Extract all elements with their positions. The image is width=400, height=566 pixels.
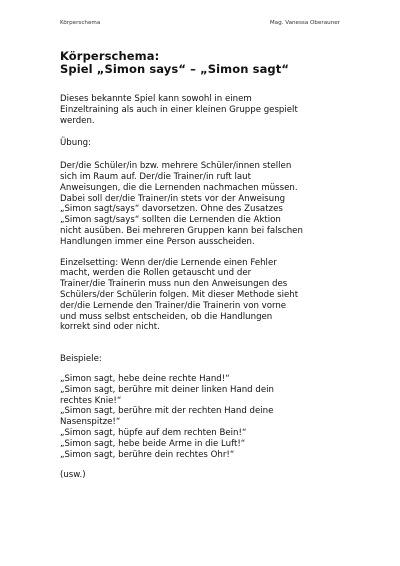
example-line: „Simon sagt, berühre dein rechtes Ohr!“ xyxy=(60,449,235,460)
text-line: „Simon sagt/says“ sollten die Lernenden die Aktion xyxy=(60,215,281,226)
text-line: „Simon sagt/says“ davorsetzen. Ohne des Zusatzes xyxy=(60,204,283,215)
text-line: korrekt sind oder nicht. xyxy=(60,322,160,333)
examples-list xyxy=(60,374,350,460)
header-left: Körperschema xyxy=(60,20,101,26)
text-line: Trainer/die Trainerin muss nun den Anweisungen des xyxy=(60,279,288,290)
einzelsetting-paragraph xyxy=(60,258,350,334)
intro-paragraph xyxy=(60,94,350,126)
title-line: Körperschema: xyxy=(60,49,160,63)
text-line: Dabei soll der/die Trainer/in stets vor der Anweisung xyxy=(60,193,286,204)
page-title xyxy=(60,50,350,76)
text-line: nicht ausüben. Bei mehreren Gruppen kann bei falschen xyxy=(60,225,303,236)
beispiele-heading: Beispiele: xyxy=(60,354,102,365)
example-line: „Simon sagt, hüpfe auf dem rechten Bein!“ xyxy=(60,427,247,438)
page-header xyxy=(60,20,340,30)
text-line: Handlungen immer eine Person ausscheiden. xyxy=(60,236,255,247)
text-line: macht, werden die Rollen getauscht und der xyxy=(60,268,252,279)
uebung-heading: Übung: xyxy=(60,138,91,149)
example-line: „Simon sagt, berühre mit deiner linken Hand dein xyxy=(60,384,274,395)
example-line: Nasenspitze!“ xyxy=(60,417,121,428)
text-line: Einzelsetting: Wenn der/die Lernende einen Fehler xyxy=(60,257,277,268)
text-line: Anweisungen, die die Lernenden nachmachen müssen. xyxy=(60,182,298,193)
example-line: rechtes Knie!“ xyxy=(60,395,122,406)
text-line: sich im Raum auf. Der/die Trainer/in ruft laut xyxy=(60,171,251,182)
text-line: Einzeltraining als auch in einer kleinen Gruppe gespielt xyxy=(60,104,298,115)
uebung-paragraph xyxy=(60,161,350,247)
text-line: Schülers/der Schülerin folgen. Mit dieser Methode sieht xyxy=(60,289,299,300)
example-line: „Simon sagt, berühre mit der rechten Hand deine xyxy=(60,406,274,417)
example-line: „Simon sagt, hebe beide Arme in die Luft!“ xyxy=(60,438,246,449)
header-right: Mag. Vanessa Oberauner xyxy=(269,20,340,26)
example-line: „Simon sagt, hebe deine rechte Hand!“ xyxy=(60,373,230,384)
usw-text: (usw.) xyxy=(60,470,86,481)
text-line: und muss selbst entscheiden, ob die Handlungen xyxy=(60,311,273,322)
text-line: werden. xyxy=(60,115,95,126)
title-line: Spiel „Simon says“ – „Simon sagt“ xyxy=(60,62,290,76)
text-line: der/die Lernende den Trainer/die Trainerin von vorne xyxy=(60,300,287,311)
page-content xyxy=(60,50,350,481)
text-line: Dieses bekannte Spiel kann sowohl in einem xyxy=(60,94,252,104)
text-line: Der/die Schüler/in bzw. mehrere Schüler/innen stellen xyxy=(60,161,292,172)
